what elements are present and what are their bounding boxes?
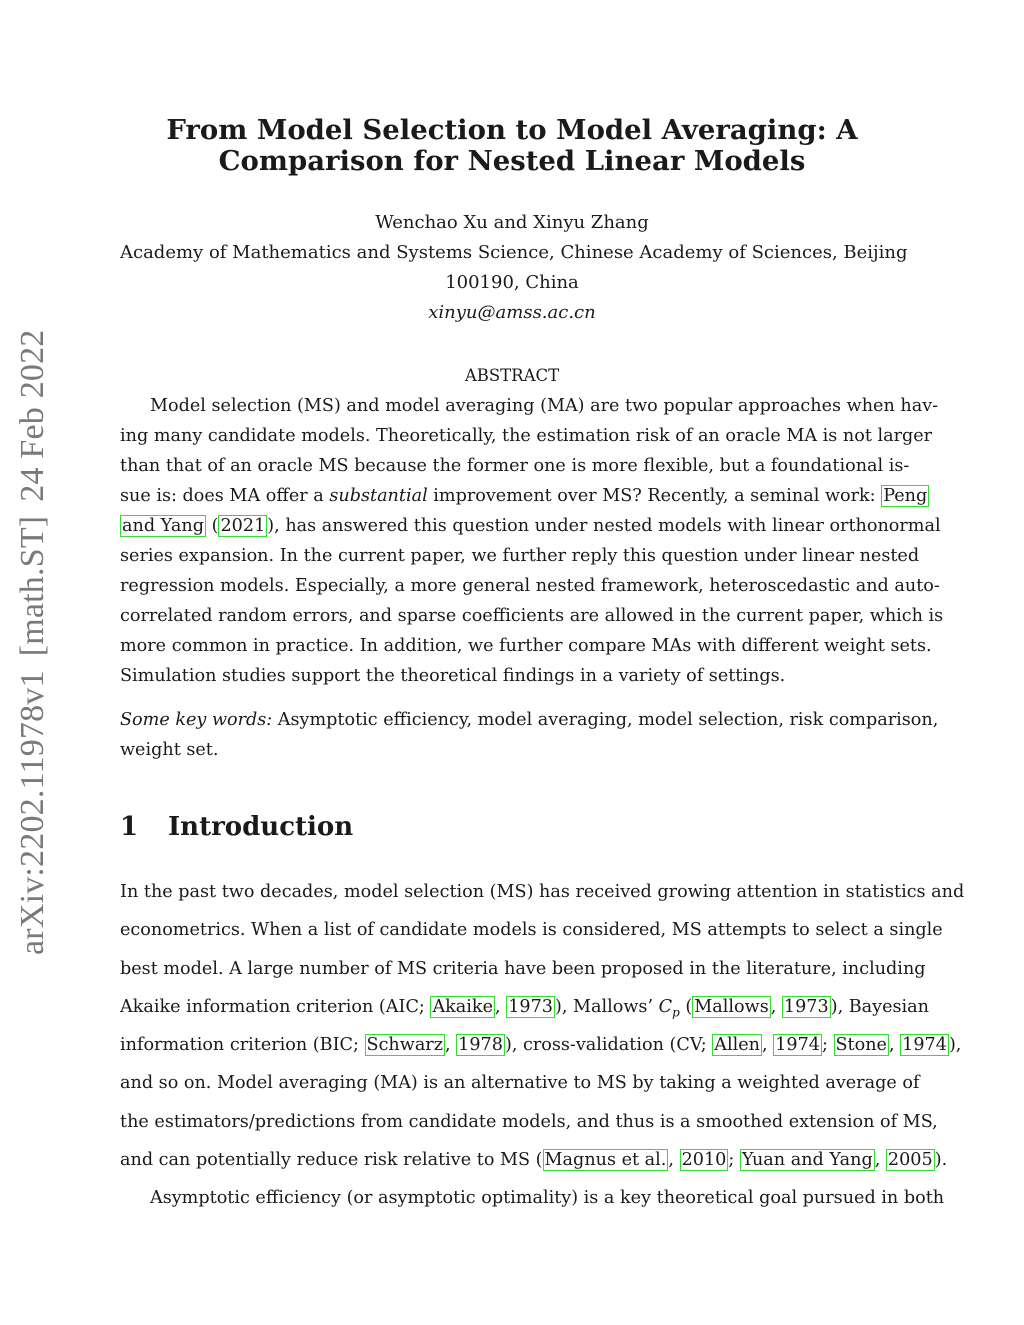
keywords-text: Asymptotic efficiency, model averaging, model selection, risk comparison,	[272, 710, 939, 730]
abstract-body	[120, 391, 944, 691]
intro-text: ), Bayesian	[830, 996, 929, 1017]
intro-line: the estimators/predictions from candidate models, and thus is a smoothed extension of MS,	[120, 1111, 938, 1132]
section-heading-introduction	[120, 812, 353, 842]
abstract-line: Simulation studies support the theoretical findings in a variety of settings.	[120, 666, 786, 686]
abstract-line: Model selection (MS) and model averaging (MA) are two popular approaches when hav-	[150, 396, 939, 416]
abstract-text: improvement over MS? Recently, a seminal work:	[427, 486, 882, 506]
citation-link-1973[interactable]: 1973	[783, 996, 829, 1017]
abstract-line: regression models. Especially, a more general nested framework, heteroscedastic and auto-	[120, 576, 940, 596]
abstract-heading: ABSTRACT	[464, 366, 560, 385]
keywords	[120, 705, 939, 765]
abstract-line	[120, 511, 941, 541]
citation-link-2005[interactable]: 2005	[887, 1150, 933, 1171]
intro-line: and can potentially reduce risk relative to MS ( Magnus et al. , 2010 ; Yuan and Yang , 2005 ).	[120, 1150, 948, 1171]
intro-text: information criterion (BIC;	[120, 1035, 365, 1056]
abstract-line: than that of an oracle MS because the former one is more flexible, but a foundational is-	[120, 456, 910, 476]
author-email[interactable]: xinyu@amss.ac.cn	[428, 302, 596, 323]
intro-line: information criterion (BIC; Schwarz , 1978 ), cross-validation (CV; Allen , 1974 ; Stone , 1974 ),	[120, 1035, 962, 1056]
intro-text: ), cross-validation (CV;	[504, 1035, 713, 1056]
intro-text: Akaike information criterion (AIC;	[120, 996, 431, 1017]
citation-link-1974[interactable]: 1974	[902, 1035, 947, 1056]
abstract-line: more common in practice. In addition, we further compare MAs with different weight sets.	[120, 636, 932, 656]
citation-link-1973[interactable]: 1973	[508, 996, 553, 1017]
section-title: Introduction	[168, 812, 354, 842]
abstract-text: sue is: does MA offer a	[120, 486, 330, 506]
title-line-1: From Model Selection to Model Averaging: A	[166, 114, 858, 146]
math-c: C	[658, 996, 673, 1017]
citation-link-2021[interactable]: 2021	[220, 516, 266, 536]
arxiv-category: [math.ST]	[14, 515, 51, 657]
intro-text: and can potentially reduce risk relative to MS (	[120, 1150, 543, 1171]
keywords-label: Some key words:	[120, 710, 273, 730]
abstract-text: (	[206, 516, 219, 536]
section-number: 1	[120, 812, 139, 842]
keywords-line: weight set.	[120, 740, 219, 760]
citation-link-1978[interactable]: 1978	[458, 1035, 503, 1056]
paper-title	[120, 115, 904, 177]
math-p-subscript: p	[672, 1005, 680, 1020]
citation-link-yuan-and-yang[interactable]: Yuan and Yang	[741, 1150, 873, 1171]
abstract-line: ing many candidate models. Theoretically, the estimation risk of an oracle MA is not larger	[120, 426, 933, 446]
abstract-text: ), has answered this question under nested models with linear orthonormal	[267, 516, 941, 536]
abstract-line	[120, 481, 928, 511]
citation-link-and-yang[interactable]: and Yang	[122, 516, 205, 536]
introduction-body	[120, 873, 965, 1218]
intro-text: ), Mallows’	[554, 996, 659, 1017]
abstract-line: series expansion. In the current paper, we further reply this question under linear nested	[120, 546, 920, 566]
citation-link-allen[interactable]: Allen	[714, 1035, 760, 1056]
intro-line: econometrics. When a list of candidate models is considered, MS attempts to select a single	[120, 920, 943, 941]
citation-link-1974[interactable]: 1974	[775, 1035, 820, 1056]
abstract-line: correlated random errors, and sparse coefficients are allowed in the current paper, which is	[120, 606, 944, 626]
emphasis-substantial: substantial	[329, 486, 428, 506]
keywords-line	[120, 705, 939, 735]
intro-text: (	[679, 996, 693, 1017]
arxiv-date: 24 Feb 2022	[14, 329, 51, 502]
citation-link-magnus[interactable]: Magnus et al.	[544, 1150, 667, 1171]
citation-link-stone[interactable]: Stone	[835, 1035, 887, 1056]
citation-link-schwarz[interactable]: Schwarz	[366, 1035, 443, 1056]
intro-line: and so on. Model averaging (MA) is an alternative to MS by taking a weighted average of	[120, 1073, 920, 1094]
affiliation-line-2: 100190, China	[445, 272, 579, 293]
citation-link-2010[interactable]: 2010	[681, 1150, 727, 1171]
authors: Wenchao Xu and Xinyu Zhang	[375, 212, 649, 233]
intro-text: ).	[934, 1150, 948, 1171]
citation-link-akaike[interactable]: Akaike	[432, 996, 493, 1017]
arxiv-id[interactable]: arXiv:2202.11978v1	[14, 670, 51, 955]
citation-link-mallows[interactable]: Mallows	[694, 996, 769, 1017]
intro-line: Akaike information criterion (AIC; Akaike , 1973 ), Mallows’ $C_p$ ( Mallows , 1973 ), Bayesian	[120, 996, 929, 1020]
intro-line: Asymptotic efficiency (or asymptotic optimality) is a key theoretical goal pursued in both	[150, 1188, 945, 1209]
intro-text: ),	[948, 1035, 962, 1056]
intro-line: best model. A large number of MS criteria have been proposed in the literature, including	[120, 958, 926, 979]
title-line-2: Comparison for Nested Linear Models	[218, 145, 806, 177]
arxiv-sidebar-stamp	[14, 329, 52, 955]
affiliation-line-1: Academy of Mathematics and Systems Science, Chinese Academy of Sciences, Beijing	[120, 242, 908, 263]
citation-link-peng[interactable]: Peng	[883, 486, 928, 506]
intro-line: In the past two decades, model selection (MS) has received growing attention in statistics and	[120, 882, 965, 902]
